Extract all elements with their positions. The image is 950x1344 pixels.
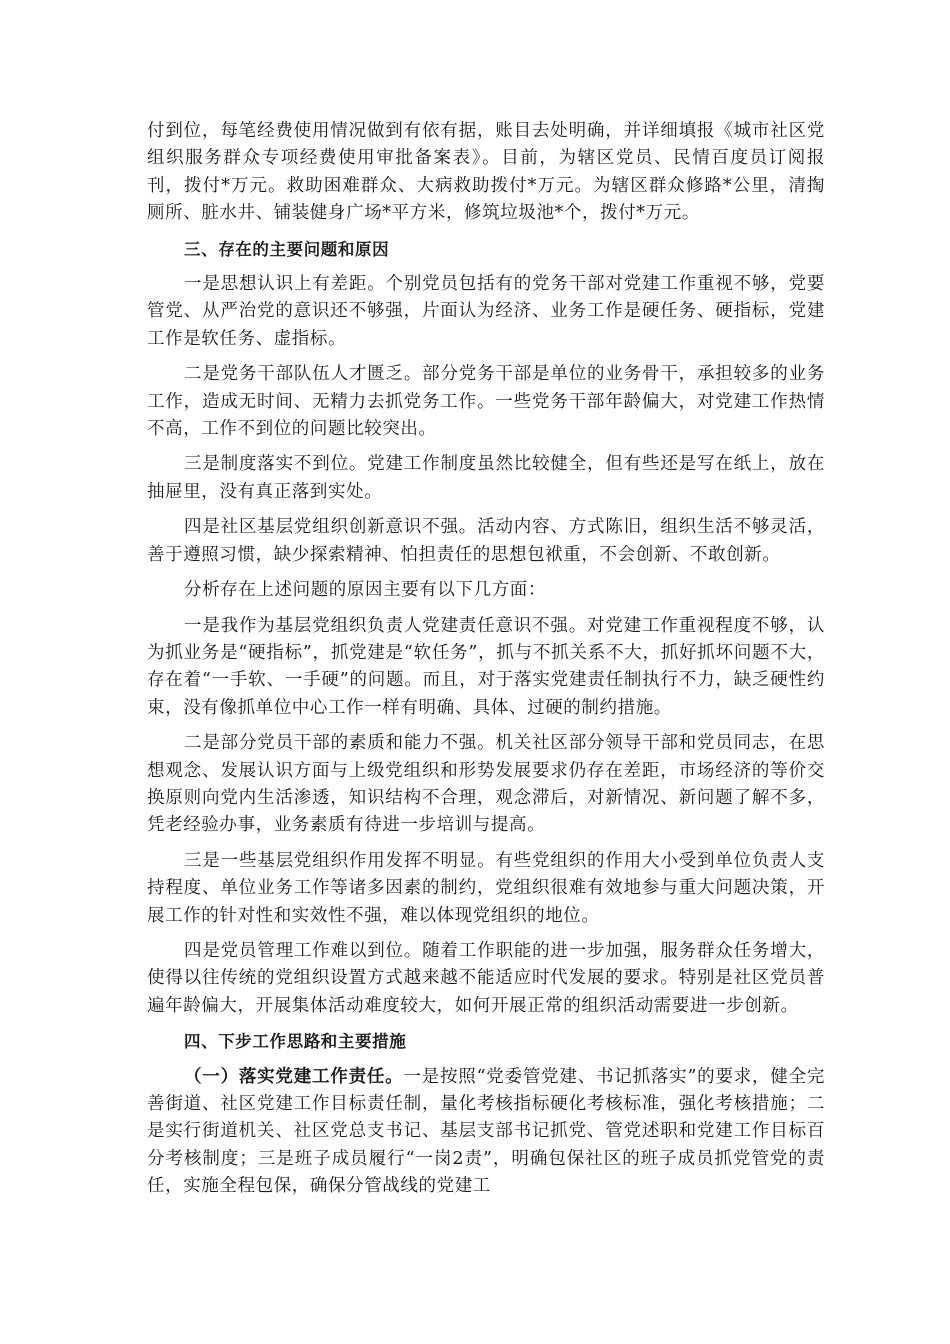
cause-paragraph-1: 一是我作为基层党组织负责人党建责任意识不强。对党建工作重视程度不够，认为抓业务是“硬指标”，抓党建是“软任务”，抓与不抓关系不大，抓好抓坏问题不大，存在着“一手软、一手硬”的问题。而且，对于落实党建责任制执行不力，缺乏硬性约束，没有像抓单位中心工作一样有明确、具体、过硬的制约措施。: [147, 615, 825, 718]
section-3-heading: 三、存在的主要问题和原因: [184, 239, 390, 259]
problem-paragraph-2: 二是党务干部队伍人才匮乏。部分党务干部是单位的业务骨干，承担较多的业务工作，造成无时间、无精力去抓党务工作。一些党务干部年龄偏大，对党建工作热情不高，工作不到位的问题比较突出。: [147, 364, 825, 440]
cause-paragraph-3: 三是一些基层党组织作用发挥不明显。有些党组织的作用大小受到单位负责人支持程度、单位业务工作等诸多因素的制约，党组织很难有效地参与重大问题决策，开展工作的针对性和实效性不强，难以体现党组织的地位。: [147, 850, 825, 926]
measure-1-title: （一）落实党建工作责任。: [184, 1066, 404, 1087]
problem-paragraph-3: 三是制度落实不到位。党建工作制度虽然比较健全，但有些还是写在纸上，放在抽屉里，没有真正落到实处。: [147, 454, 825, 502]
measure-1-body: 一是按照“党委管党建、书记抓落实”的要求，健全完善街道、社区党建工作目标责任制，量化考核指标硬化考核标准，强化考核措施；二是实行街道机关、社区党总支书记、基层支部书记抓党、管党述职和党建工作目标百分考核制度；三是班子成员履行“一岗2责”，明确包保社区的班子成员抓党管党的责任，实施全程包保，确保分管战线的党建工: [147, 1066, 826, 1197]
measure-paragraph-1: [147, 1064, 825, 1201]
intro-paragraph: 付到位，每笔经费使用情况做到有依有据，账目去处明确，并详细填报《城市社区党组织服务群众专项经费使用审批备案表》。目前，为辖区党员、民情百度员订阅报刊，拨付*万元。救助困难群众、大病救助拨付*万元。为辖区群众修路*公里，清掏厕所、脏水井、铺装健身广场*平方米，修筑垃圾池*个，拨付*万元。: [147, 121, 825, 224]
problem-paragraph-1: 一是思想认识上有差距。个别党员包括有的党务干部对党建工作重视不够，党要管党、从严治党的意识还不够强，片面认为经济、业务工作是硬任务、硬指标，党建工作是软任务、虚指标。: [147, 274, 825, 349]
analysis-intro: 分析存在上述问题的原因主要有以下几方面：: [184, 580, 546, 601]
cause-paragraph-2: 二是部分党员干部的素质和能力不强。机关社区部分领导干部和党员同志，在思想观念、发展认识方面与上级党组织和形势发展要求仍存在差距，市场经济的等价交换原则向党内生活渗透，知识结构不合理，观念滞后，对新情况、新问题了解不多，凭老经验办事，业务素质有待进一步培训与提高。: [147, 733, 825, 836]
cause-paragraph-4: 四是党员管理工作难以到位。随着工作职能的进一步加强，服务群众任务增大，使得以往传统的党组织设置方式越来越不能适应时代发展的要求。特别是社区党员普遍年龄偏大，开展集体活动难度较大，如何开展正常的组织活动需要进一步创新。: [147, 940, 825, 1016]
problem-paragraph-4: 四是社区基层党组织创新意识不强。活动内容、方式陈旧，组织生活不够灵活，善于遵照习惯，缺少探索精神、怕担责任的思想包袱重，不会创新、不敢创新。: [147, 517, 825, 565]
section-4-heading: 四、下步工作思路和主要措施: [184, 1032, 407, 1052]
document-page: [147, 118, 825, 1201]
